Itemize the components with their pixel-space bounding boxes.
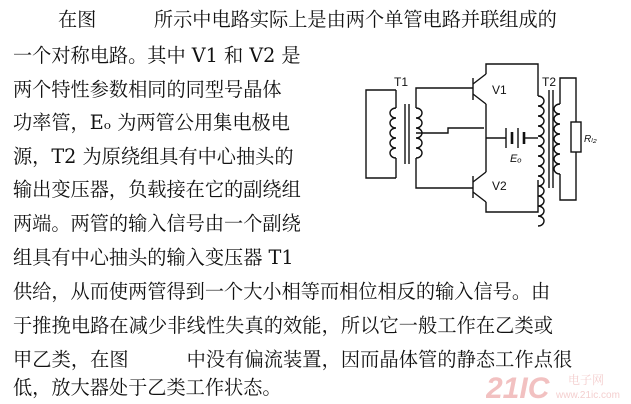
label-rl: Rₗ₂	[584, 134, 597, 145]
text-line-5: 源，T2 为原绕组具有中心抽头的	[13, 145, 294, 168]
label-v2: V2	[492, 179, 507, 193]
text-line-4: 功率管，Eₒ 为两管公用集电极电	[13, 111, 290, 134]
t2-secondary-coil	[554, 104, 560, 174]
text-line-9: 供给，从而使两管得到一个大小相等而相位相反的输入信号。由	[13, 280, 551, 303]
t1-primary-coil	[390, 108, 396, 158]
text-line-3: 两个特性参数相同的同型号晶体	[13, 78, 282, 101]
t1-center-tap	[416, 128, 484, 133]
text-line-11: 甲乙类，在图 中没有偏流装置，因而晶体管的静态工作点很	[13, 348, 573, 371]
label-t2: T2	[542, 75, 557, 89]
label-t1: T1	[394, 75, 409, 89]
site-watermark-logo	[486, 370, 626, 402]
push-pull-circuit-diagram	[358, 60, 598, 230]
load-resistor	[571, 122, 581, 152]
text-line-12: 低，放大器处于乙类工作状态。	[13, 376, 282, 399]
watermark-url: www.21ic.com	[556, 390, 620, 401]
label-v1: V1	[492, 83, 507, 97]
text-line-8: 组具有中心抽头的输入变压器 T1	[13, 246, 294, 269]
text-line-2: 一个对称电路。其中 V1 和 V2 是	[13, 44, 301, 67]
text-line-6: 输出变压器，负载接在它的副绕组	[13, 178, 301, 201]
watermark-cn: 电子网	[568, 373, 605, 387]
text-line-1: 在图 所示中电路实际上是由两个单管电路并联组成的	[58, 8, 557, 31]
watermark-brand: 21IC	[486, 372, 550, 402]
t2-primary-coil	[538, 96, 544, 226]
text-line-10: 于推挽电路在减少非线性失真的效能，所以它一般工作在乙类或	[13, 314, 554, 337]
text-line-7: 两端。两管的输入信号由一个副绕	[13, 212, 301, 235]
input-wire	[366, 90, 396, 178]
label-ec: Eₒ	[510, 153, 522, 165]
